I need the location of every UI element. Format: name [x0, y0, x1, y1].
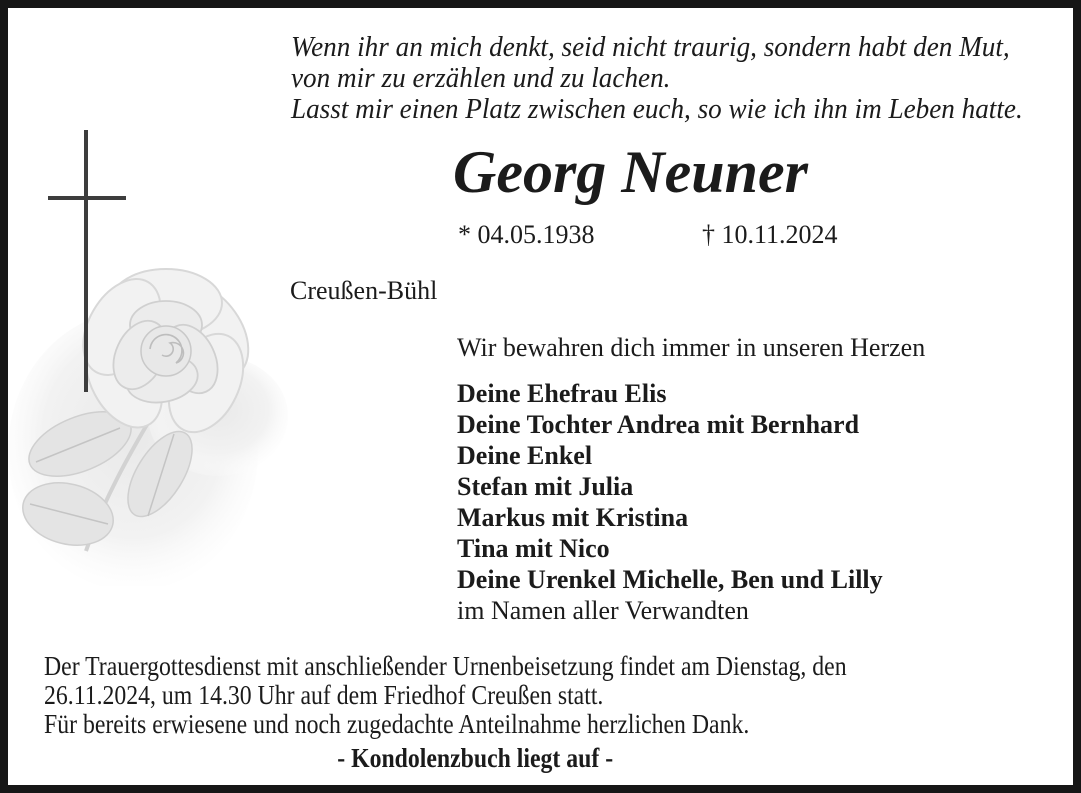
mourners-closing: im Namen aller Verwandten	[457, 596, 749, 625]
epitaph-verse	[291, 32, 1023, 125]
memorial-cross-icon	[38, 126, 130, 398]
epitaph-line: von mir zu erzählen und zu lachen.	[291, 63, 671, 94]
mourner-line: Stefan mit Julia	[457, 472, 634, 501]
mourner-line: Deine Urenkel Michelle, Ben und Lilly	[457, 565, 883, 594]
epitaph-line: Wenn ihr an mich denkt, seid nicht traurig, sondern habt den Mut,	[291, 32, 1010, 63]
mourner-line: Deine Tochter Andrea mit Bernhard	[457, 410, 860, 439]
mourner-line: Deine Ehefrau Elis	[457, 379, 667, 408]
residence-place: Creußen-Bühl	[290, 276, 438, 305]
mourner-line: Markus mit Kristina	[457, 503, 689, 532]
thanks-line: Für bereits erwiesene und noch zugedachte Anteilnahme herzlichen Dank.	[44, 709, 750, 739]
mourners-list	[457, 378, 883, 626]
tribute-line: Wir bewahren dich immer in unseren Herzen	[457, 333, 926, 362]
mourner-line: Deine Enkel	[457, 441, 593, 470]
funeral-line: Der Trauergottesdienst mit anschließender Urnenbeisetzung findet am Dienstag, den	[44, 651, 847, 681]
death-date: † 10.11.2024	[702, 220, 838, 249]
deceased-name: Georg Neuner	[453, 139, 808, 205]
condolence-book-line: - Kondolenzbuch liegt auf -	[337, 743, 614, 773]
mourner-line: Tina mit Nico	[457, 534, 610, 563]
funeral-details	[44, 652, 906, 773]
epitaph-line: Lasst mir einen Platz zwischen euch, so wie ich ihn im Leben hatte.	[291, 94, 1023, 125]
funeral-line: 26.11.2024, um 14.30 Uhr auf dem Friedhof Creußen statt.	[44, 680, 604, 710]
birth-date: * 04.05.1938	[458, 220, 595, 249]
